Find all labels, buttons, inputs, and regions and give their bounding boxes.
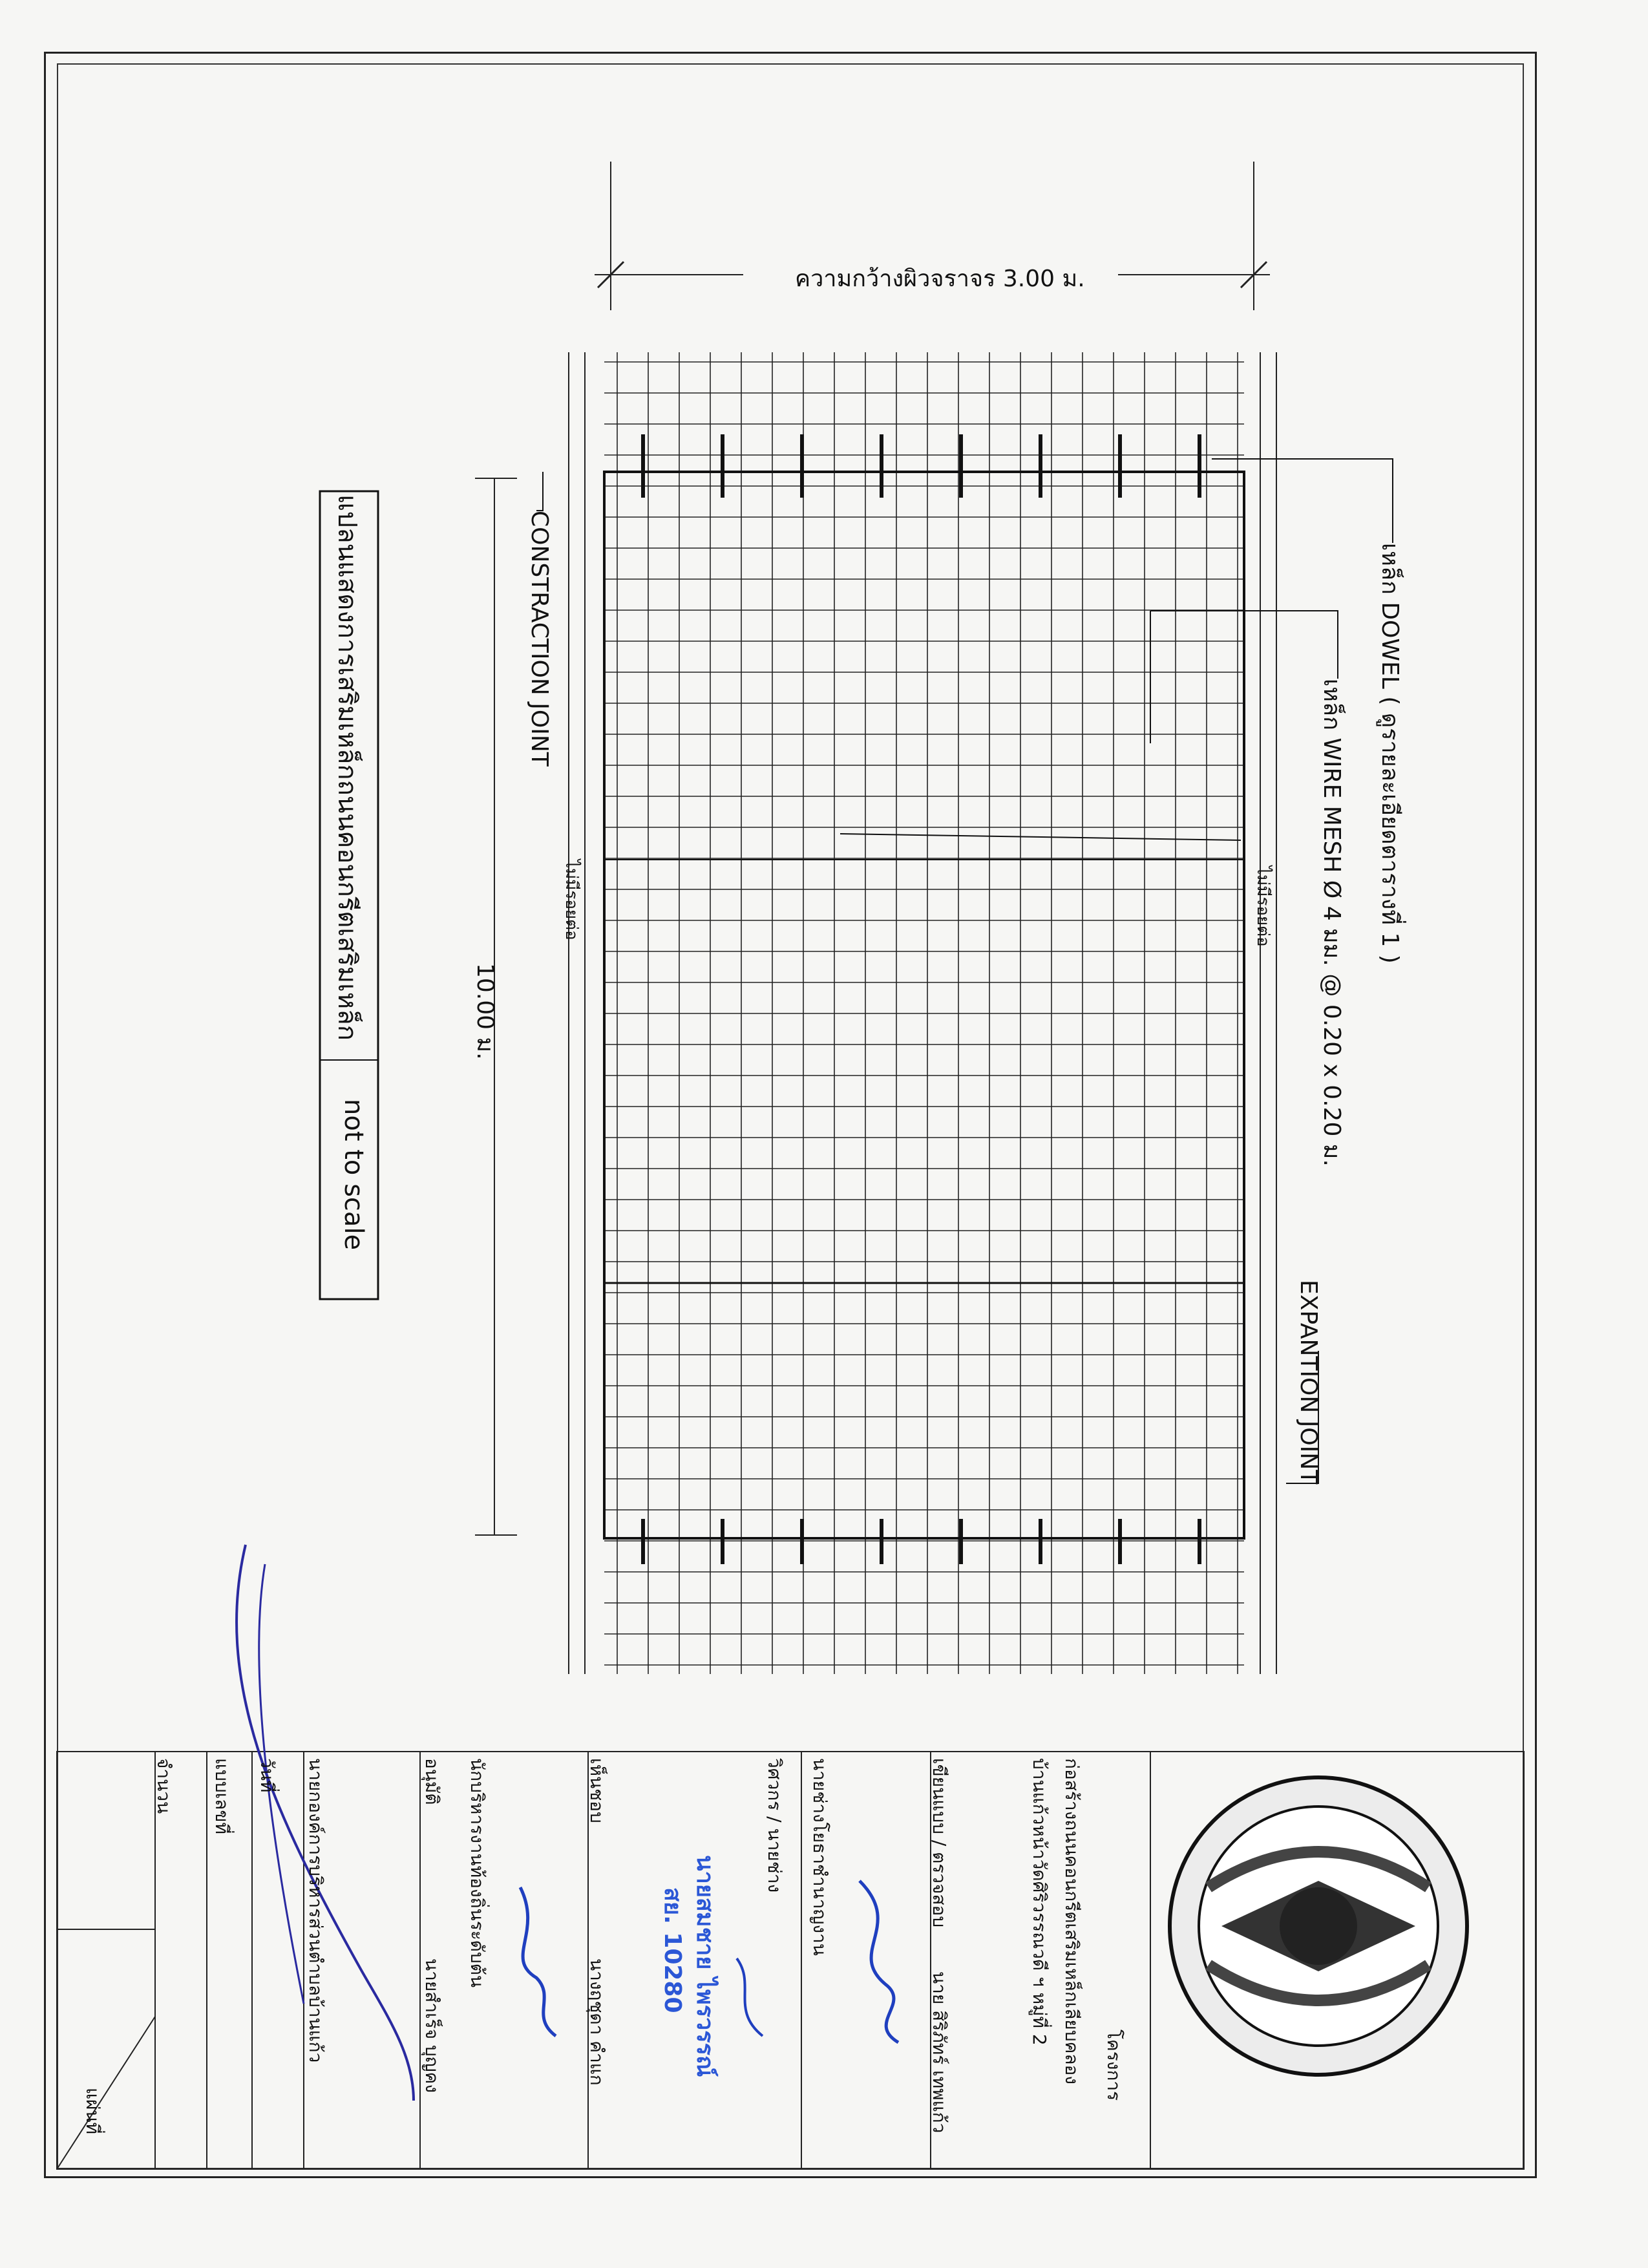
expansion-joint-callout: EXPANTION JOINT: [1295, 1280, 1322, 1485]
wire-mesh-callout: เหล็ก WIRE MESH Ø 4 มม. @ 0.20 x 0.20 ม.: [1318, 679, 1345, 1167]
approver-label: อนุมัติ: [421, 1758, 443, 1805]
project-name-line1: ก่อสร้างถนนคอนกรีตเสริมเหล็กเลียบคลอง: [1061, 1758, 1083, 2084]
logo: [1170, 1777, 1467, 2075]
dowel-callout: เหล็ก DOWEL ( ดูรายละเอียดตารางที่ 1 ): [1377, 543, 1403, 964]
scale-note: not to scale: [339, 1099, 368, 1251]
no-seam-right: ไม่มีรอยต่อ: [1253, 866, 1273, 947]
engineer-label: วิศวกร / นายช่าง: [764, 1758, 785, 1893]
construction-joint-callout: CONSTRACTION JOINT: [526, 511, 553, 767]
dowel-bars: [643, 434, 1199, 1564]
sheet-label: แผ่นที่: [82, 2088, 103, 2135]
width-dimension-text: ความกว้างผิวจราจร 3.00 ม.: [795, 266, 1085, 292]
signature-2: [520, 1887, 556, 2036]
signature-3: [860, 1881, 898, 2042]
slab-outline: [604, 472, 1244, 1538]
date-label: แบบเลขที่: [211, 1758, 233, 1834]
project-name-line2: บ้านแก้วหน้าวัดศิริวรรณวดี ฯ หมู่ที่ 2: [1029, 1758, 1050, 2046]
engineer-name: นายสมชาย ไพรวรรณ์: [692, 1855, 718, 2077]
surveyor-name: นาย สิริภัทร์ เทพแก้ว: [929, 1971, 950, 2134]
project-label: โครงการ: [1103, 2030, 1125, 2101]
signature-4: [737, 1958, 763, 2036]
checker-name: นางฤชุดา คำแก: [586, 1958, 607, 2086]
approver-name: นายสำเร็จ บุญคง: [421, 1958, 443, 2093]
checker-title: นักบริหารงานท้องถิ่นระดับต้น: [467, 1758, 488, 1988]
surveyor-title: นายช่างโยธาชำนาญงาน: [809, 1758, 830, 1956]
engineer-license: สย. 10280: [659, 1887, 686, 2013]
total-label: จำนวน: [153, 1758, 174, 1814]
no-seam-left: ไม่มีรอยต่อ: [562, 860, 581, 940]
approver-title: นายกองค์การบริหารส่วนตำบลบ้านแก้ว: [305, 1758, 326, 2063]
drawing-title: แปลนแสดงการเสริมเหล็กถนนคอนกรีตเสริมเหล็ก: [332, 494, 362, 1041]
wire-mesh-grid: [604, 352, 1244, 1674]
checker-label: เห็นชอบ: [586, 1758, 607, 1823]
misc-label: วันที่: [257, 1758, 278, 1793]
length-dimension-text: 10.00 ม.: [472, 963, 498, 1060]
surveyor-label: เขียนแบบ / ตรวจสอบ: [929, 1758, 950, 1928]
construction-leader: [536, 472, 543, 511]
